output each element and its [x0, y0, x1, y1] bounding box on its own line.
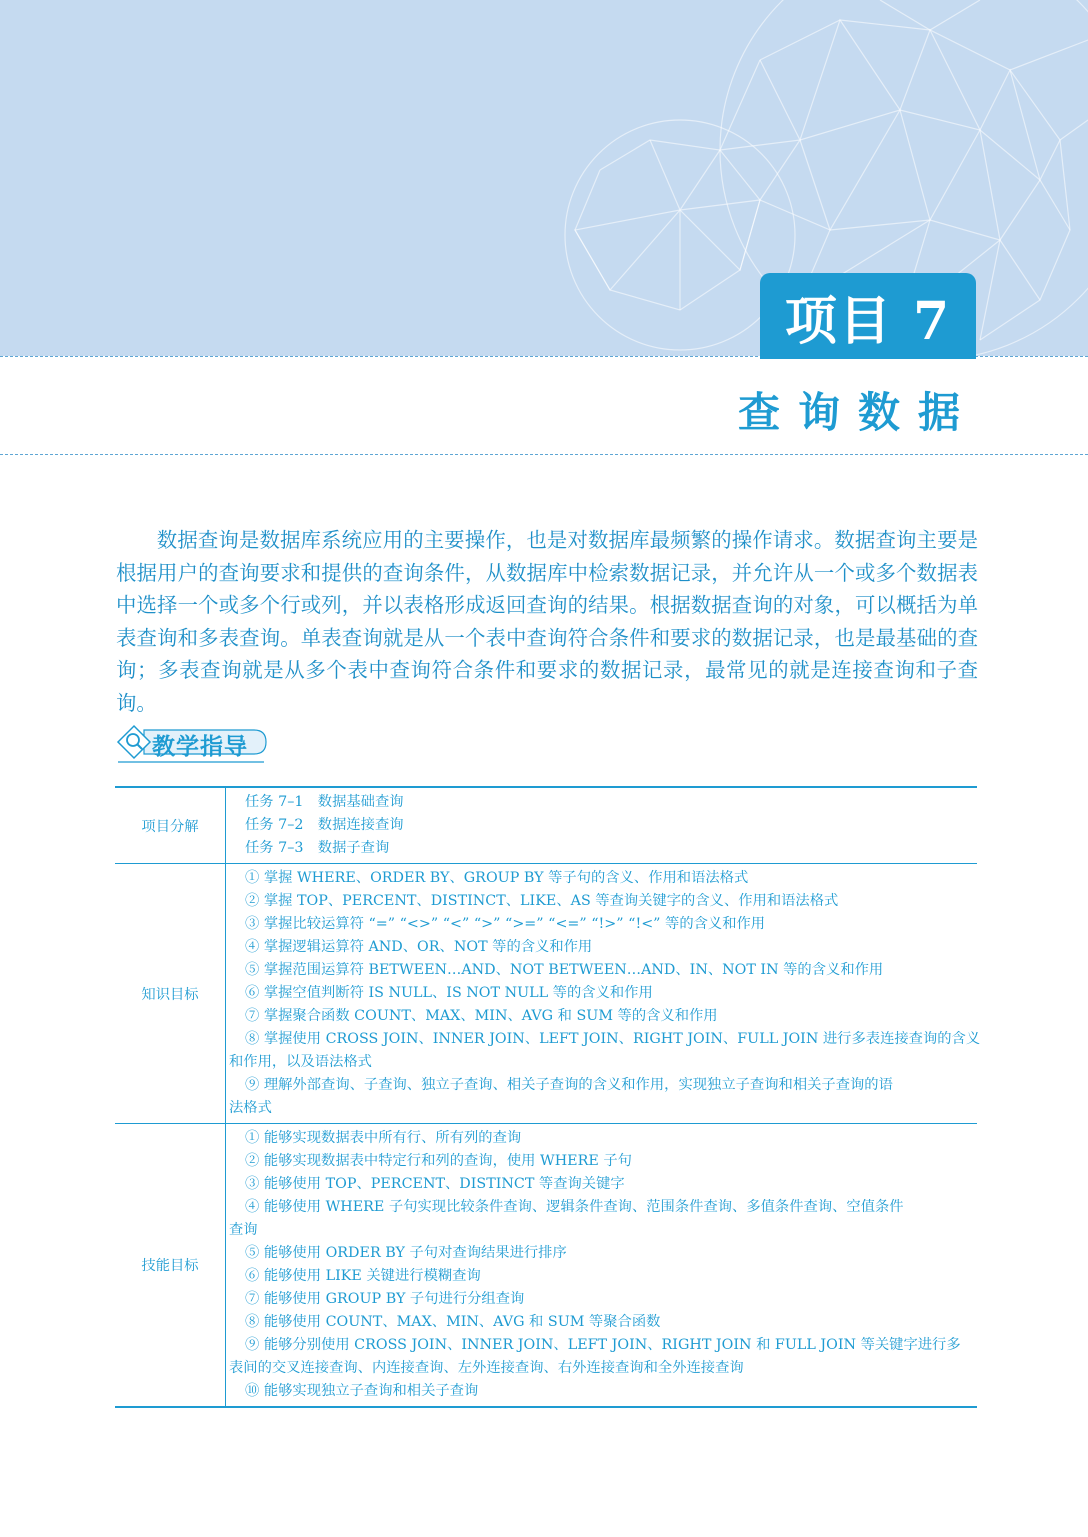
- content-line: ⑨ 能够分别使用 CROSS JOIN、INNER JOIN、LEFT JOIN、RIGHT JOIN 和 FULL JOIN 等关键字进行多: [245, 1337, 961, 1353]
- skill-goals-row: [115, 1124, 977, 1408]
- content-line: ⑤ 能够使用 ORDER BY 子句对查询结果进行排序: [245, 1245, 567, 1261]
- content-line: ④ 能够使用 WHERE 子句实现比较条件查询、逻辑条件查询、范围条件查询、多值条件查询、空值条件: [245, 1199, 904, 1215]
- content-line: ⑧ 掌握使用 CROSS JOIN、INNER JOIN、LEFT JOIN、RIGHT JOIN、FULL JOIN 进行多表连接查询的含义: [245, 1031, 981, 1047]
- content-line: ④ 掌握逻辑运算符 AND、OR、NOT 等的含义和作用: [245, 939, 593, 955]
- knowledge-goals-row: [115, 864, 977, 1124]
- row-content: [226, 1124, 978, 1408]
- teaching-guide-table: [115, 786, 981, 1408]
- content-line: ⑥ 掌握空值判断符 IS NULL、IS NOT NULL 等的含义和作用: [245, 985, 653, 1001]
- content-line: ⑩ 能够实现独立子查询和相关子查询: [245, 1383, 479, 1399]
- content-line: ③ 掌握比较运算符 “=” “<>” “<” “>” “>=” “<=” “!>” “!<” 等的含义和作用: [245, 916, 766, 932]
- content-line: 任务 7–2 数据连接查询: [245, 817, 404, 833]
- content-line: 法格式: [229, 1100, 272, 1116]
- content-line: ① 能够实现数据表中所有行、所有列的查询: [245, 1130, 522, 1146]
- project-number-tab: 项目 7: [760, 273, 976, 359]
- content-line: ⑤ 掌握范围运算符 BETWEEN…AND、NOT BETWEEN…AND、IN、NOT IN 等的含义和作用: [245, 962, 884, 978]
- row-content: [226, 864, 981, 1124]
- row-label: 技能目标: [115, 1124, 226, 1408]
- row-content: [226, 787, 978, 864]
- row-label: 知识目标: [115, 864, 226, 1124]
- content-line: ⑧ 能够使用 COUNT、MAX、MIN、AVG 和 SUM 等聚合函数: [245, 1314, 661, 1330]
- content-line: 任务 7–1 数据基础查询: [245, 794, 404, 810]
- content-line: ② 能够实现数据表中特定行和列的查询，使用 WHERE 子句: [245, 1153, 632, 1169]
- content-line: 任务 7–3 数据子查询: [245, 840, 390, 856]
- content-line: 和作用，以及语法格式: [229, 1054, 372, 1070]
- content-line: ⑦ 掌握聚合函数 COUNT、MAX、MIN、AVG 和 SUM 等的含义和作用: [245, 1008, 718, 1024]
- row-label: 项目分解: [115, 787, 226, 864]
- content-line: ⑦ 能够使用 GROUP BY 子句进行分组查询: [245, 1291, 525, 1307]
- content-line: ② 掌握 TOP、PERCENT、DISTINCT、LIKE、AS 等查询关键字的含义、作用和语法格式: [245, 893, 839, 909]
- content-line: ⑨ 理解外部查询、子查询、独立子查询、相关子查询的含义和作用，实现独立子查询和相关子查询的语: [245, 1077, 893, 1093]
- content-line: ① 掌握 WHERE、ORDER BY、GROUP BY 等子句的含义、作用和语法格式: [245, 870, 749, 886]
- project-breakdown-row: [115, 787, 977, 864]
- teaching-guide-label: 教学指导: [152, 734, 248, 760]
- content-line: 查询: [229, 1222, 258, 1238]
- header-divider-bottom: [0, 454, 1088, 455]
- intro-paragraph: 数据查询是数据库系统应用的主要操作，也是对数据库最频繁的操作请求。数据查询主要是根据用户的查询要求和提供的查询条件，从数据库中检索数据记录，并允许从一个或多个数据表中选择一个或多个行或列，并以表格形成返回查询的结果。根据数据查询的对象，可以概括为单表查询和多表查询。单表查询就是从一个表中查询符合条件和要求的数据记录，也是最基础的查询；多表查询就是从多个表中查询符合条件和要求的数据记录，最常见的就是连接查询和子查询。: [116, 528, 978, 715]
- content-line: 表间的交叉连接查询、内连接查询、左外连接查询、右外连接查询和全外连接查询: [229, 1360, 744, 1376]
- chapter-title: 查询数据: [737, 388, 978, 437]
- content-line: ③ 能够使用 TOP、PERCENT、DISTINCT 等查询关键字: [245, 1176, 625, 1192]
- content-line: ⑥ 能够使用 LIKE 关键进行模糊查询: [245, 1268, 481, 1284]
